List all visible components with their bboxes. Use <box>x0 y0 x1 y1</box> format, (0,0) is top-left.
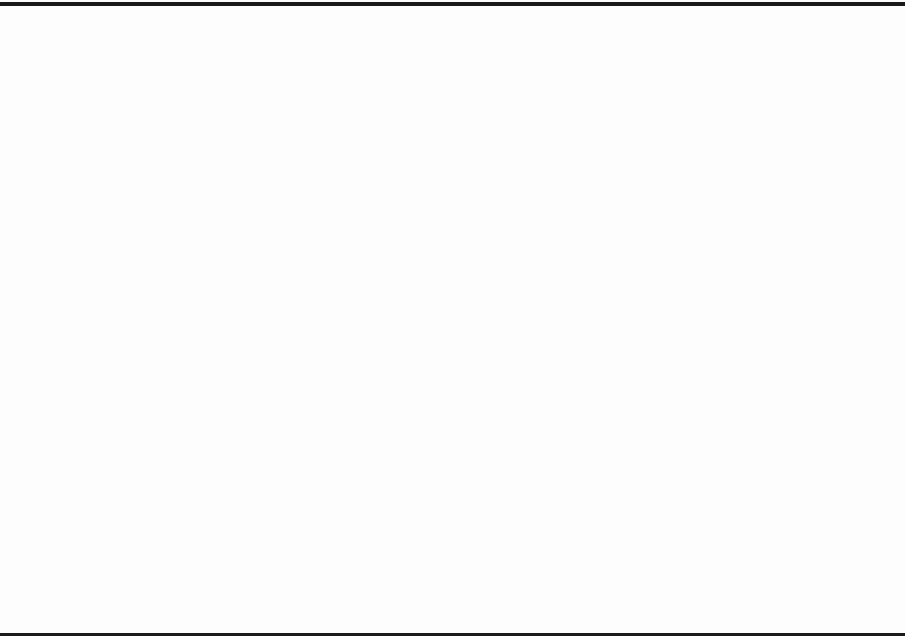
top-border <box>0 2 905 6</box>
bottom-border <box>0 633 905 636</box>
